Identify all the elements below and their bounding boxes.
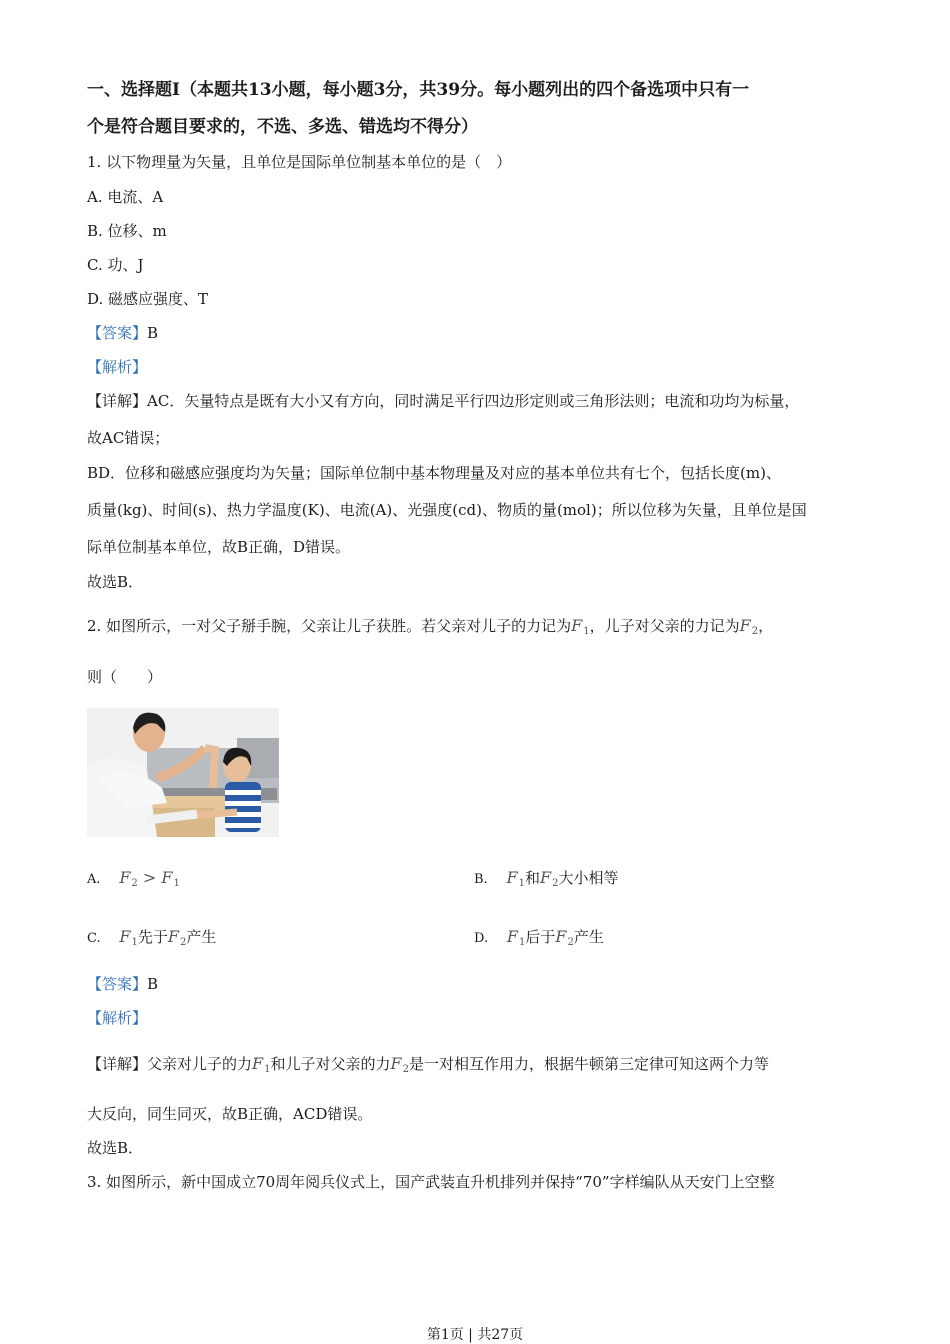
q1-detail-line-2: 故AC错误； [87,429,170,447]
q1-option-c: C. 功、J [87,256,144,274]
section-heading-line-2: 个是符合题目要求的，不选、多选、错选均不得分） [87,117,478,137]
force-f2: $F_2$ [539,868,559,889]
q3-stem: 3. 如图所示，新中国成立70周年阅兵仪式上，国产武装直升机排列并保持“70”字样编队从天安门上空整 [87,1173,775,1191]
q2-conclusion: 故选B． [87,1139,144,1157]
detail-tag: 【详解】 [87,1055,148,1073]
force-f2: $F_2$ [390,1054,410,1075]
q2-option-d: D. $F_1$后于$F_2$产生 [474,927,604,948]
q1-option-b: B. 位移、m [87,222,167,240]
q1-detail-line-4: 质量(kg)、时间(s)、热力学温度(K)、电流(A)、光强度(cd)、物质的量(mol)；所以位移为矢量，且单位是国 [87,501,807,519]
q2-analysis-tag: 【解析】 [87,1009,148,1027]
q2-detail-line-1: 【详解】父亲对儿子的力$F_1$和儿子对父亲的力$F_2$是一对相互作用力，根据牛顿第三定律可知这两个力等 [87,1054,770,1075]
q2-option-a: A. $F_2 > F_1$ [87,868,180,889]
force-f1: $F_1$ [161,868,180,889]
force-f1: $F_1$ [252,1054,271,1075]
force-f2: $F_2$ [739,616,759,637]
q1-option-a: A. 电流、A [87,188,164,206]
answer-value: B [147,975,159,993]
q2-option-b: B. $F_1$和$F_2$大小相等 [474,868,619,889]
answer-value: B [147,324,159,342]
q1-option-d: D. 磁感应强度、T [87,290,209,308]
detail-tag: 【详解】 [87,392,148,410]
q1-detail-line-1 [87,391,799,411]
q1-conclusion: 故选B． [87,573,144,591]
force-f1: $F_1$ [506,927,526,948]
force-f1: $F_1$ [506,868,525,889]
answer-tag: 【答案】 [87,975,148,993]
force-f2: $F_2$ [119,868,138,889]
q1-stem: 1. 以下物理量为矢量，且单位是国际单位制基本单位的是（ ） [87,153,512,171]
answer-tag: 【答案】 [87,324,148,342]
q2-answer [87,974,158,994]
force-f1: $F_1$ [571,616,590,637]
q1-detail-line-3: BD．位移和磁感应强度均为矢量；国际单位制中基本物理量及对应的基本单位共有七个，包括长度(m)、 [87,464,781,482]
detail-text: AC．矢量特点是既有大小又有方向，同时满足平行四边形定则或三角形法则；电流和功均为标量， [147,392,800,410]
q1-answer [87,323,158,343]
page-footer: 第1页 | 共27页 [426,1327,524,1343]
arm-wrestling-photo [87,708,279,837]
q1-analysis-tag: 【解析】 [87,358,148,376]
force-f2: $F_2$ [167,927,187,948]
q1-detail-line-5: 际单位制基本单位，故B正确，D错误。 [87,538,351,556]
q2-stem: 2. 如图所示，一对父子掰手腕，父亲让儿子获胜。若父亲对儿子的力记为$F_1$，儿子对父亲的力记为$F_2$， [87,616,774,637]
q2-detail-line-2: 大反向，同生同灭，故B正确，ACD错误。 [87,1105,373,1123]
section-heading-line-1: 一、选择题Ⅰ（本题共13小题，每小题3分，共39分。每小题列出的四个备选项中只有一 [87,80,750,100]
q2-stem-line-2: 则（ ） [87,668,163,686]
q2-option-c: C. $F_1$先于$F_2$产生 [87,927,217,948]
force-f2: $F_2$ [555,927,574,948]
force-f1: $F_1$ [119,927,138,948]
